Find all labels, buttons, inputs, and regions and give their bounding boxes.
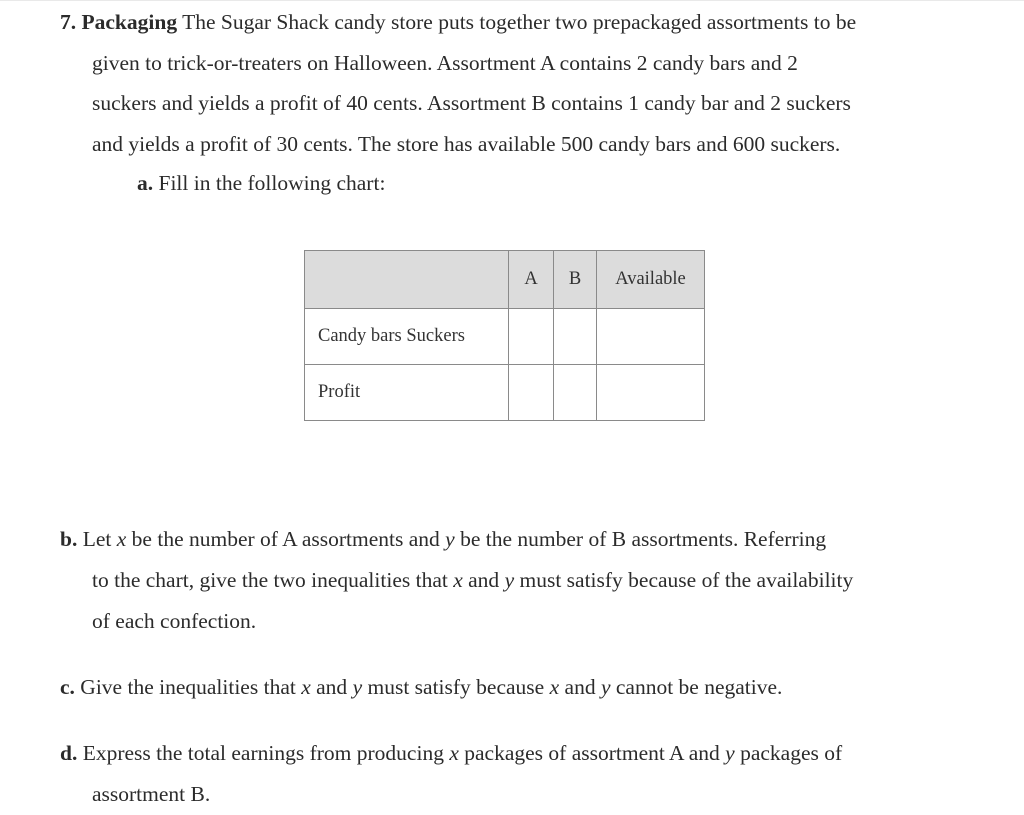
part-b-text: be the number of A assortments and (131, 527, 440, 551)
part-d (60, 733, 990, 815)
chart-header-blank (305, 251, 509, 309)
variable-x: x (116, 527, 127, 551)
chart-row-label: Profit (305, 365, 509, 421)
problem-text-1: The Sugar Shack candy store puts together two prepackaged assortments to be (182, 10, 857, 34)
part-c-text: must satisfy because (367, 675, 545, 699)
variable-y: y (445, 527, 455, 551)
chart-cell-a[interactable] (509, 365, 554, 421)
chart-cell-b[interactable] (554, 309, 597, 365)
part-c-text: and (316, 675, 348, 699)
chart-row-label: Candy bars Suckers (305, 309, 509, 365)
variable-x: x (301, 675, 311, 699)
chart-header-a: A (509, 251, 554, 309)
part-d-text: packages of (740, 741, 843, 765)
part-b (60, 519, 990, 642)
variable-x: x (549, 675, 560, 699)
chart-cell-b[interactable] (554, 365, 597, 421)
part-b-text: and (468, 568, 500, 592)
part-a-label: a. (137, 171, 154, 195)
problem-title: Packaging (81, 10, 178, 34)
part-b-text: be the number of B assortments. Referring (460, 527, 827, 551)
part-a-text: Fill in the following chart: (158, 171, 386, 195)
fill-in-chart (304, 250, 705, 421)
part-c (60, 667, 990, 708)
problem-line-3: suckers and yields a profit of 40 cents. Assortment B contains 1 candy bar and 2 suckers (92, 91, 851, 115)
part-c-text: cannot be negative. (615, 675, 783, 699)
part-b-text: must satisfy because of the availability (519, 568, 854, 592)
variable-x: x (453, 568, 463, 592)
chart-header-row (305, 251, 705, 309)
chart-cell-a[interactable] (509, 309, 554, 365)
variable-x: x (449, 741, 459, 765)
part-d-label: d. (60, 741, 78, 765)
part-b-text: Let (82, 527, 112, 551)
problem-number: 7. (60, 10, 77, 34)
top-divider (0, 0, 1024, 1)
part-c-label: c. (60, 675, 75, 699)
problem-line-2: given to trick-or-treaters on Halloween. Assortment A contains 2 candy bars and 2 (92, 50, 798, 75)
part-c-text: and (564, 675, 596, 699)
part-b-label: b. (60, 527, 78, 551)
variable-y: y (504, 568, 515, 592)
chart-row-profit (305, 365, 705, 421)
part-d-line-2: assortment B. (92, 782, 211, 806)
chart-header-available: Available (597, 251, 705, 309)
variable-y: y (725, 741, 735, 765)
problem-line-4: and yields a profit of 30 cents. The store has available 500 candy bars and 600 suckers. (92, 131, 841, 156)
chart-header-b: B (554, 251, 597, 309)
variable-y: y (352, 675, 363, 699)
problem-statement (60, 2, 990, 164)
part-a (137, 163, 385, 203)
variable-y: y (600, 675, 611, 699)
part-b-line-2 (60, 560, 990, 601)
part-c-text: Give the inequalities that (80, 675, 296, 699)
chart-row-candy-suckers (305, 309, 705, 365)
part-d-text: packages of assortment A and (464, 741, 720, 765)
problem-line-1 (60, 2, 990, 43)
chart-cell-available[interactable] (597, 309, 705, 365)
part-d-text: Express the total earnings from producing (82, 741, 444, 765)
part-b-text: to the chart, give the two inequalities that (92, 568, 448, 592)
part-b-line-3: of each confection. (92, 609, 257, 633)
chart-cell-available[interactable] (597, 365, 705, 421)
